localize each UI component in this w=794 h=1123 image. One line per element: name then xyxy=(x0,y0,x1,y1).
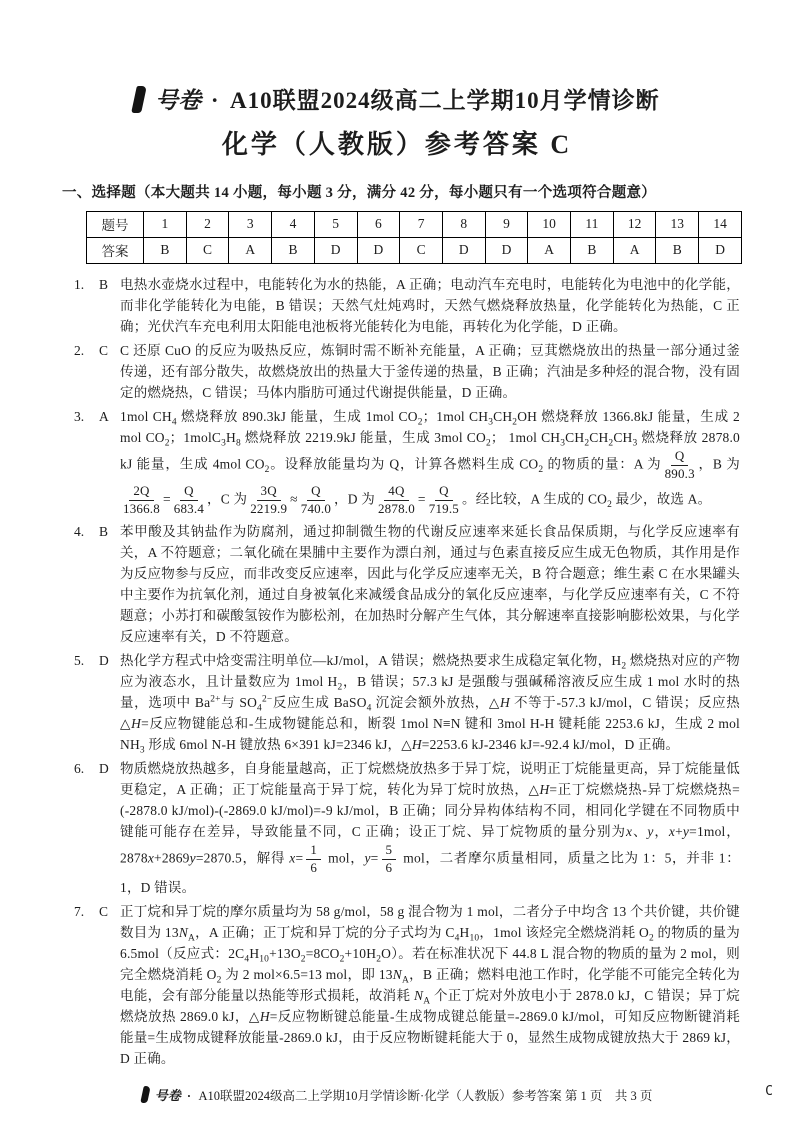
explanation-list xyxy=(74,274,740,1069)
explanation-item-7 xyxy=(74,901,740,1069)
answer-cell: B xyxy=(571,238,614,264)
question-number-cell: 7 xyxy=(400,212,443,238)
item-explanation-text: 正丁烷和异丁烷的摩尔质量均为 58 g/mol，58 g 混合物为 1 mol，二者分子中均含 13 个共价键，共价键数目为 $13N_A$，A 正确；正丁烷和异丁烷的分子式均为 $C_4H_{10}$，1mol 该烃完全燃烧消耗 $O_2$ 的物质的量为 6.5mol（反应式：$2C_4H_{10}+13O_2=8CO_2+10H_2O$）。若在标准状况下 44.8 L 混合物的物质的量为 2 mol，则完全燃烧消耗 $O_2$ 为 2 mol×6.5=13 mol，即 $13N_A$，B 正确；燃料电池工作时，化学能不可能完全转化为电能，会有部分能量以热能等形式损耗，故消耗 $N_A$ 个正丁烷对外放电小于 2878.0 kJ，C 错误；异丁烷燃烧放热 2869.0 kJ，△H=反应物断键总能量-生成物成键总能量=-2869.0 kJ/mol，可知反应物断键消耗能量=生成物成键释放能量-2869.0 kJ，由于反应物断键耗能大于 0，显然生成物成键放热大于 2869 kJ，D 正确。 xyxy=(120,903,741,1066)
answer-cell: C xyxy=(400,238,443,264)
answer-cell: B xyxy=(272,238,315,264)
answer-cell: A xyxy=(528,238,571,264)
question-number-cell: 9 xyxy=(485,212,528,238)
item-explanation-text: 电热水壶烧水过程中，电能转化为水的热能，A 正确；电动汽车充电时，电能转化为电池中的化学能，而非化学能转化为电能，B 错误；天然气灶炖鸡时，天然气燃烧释放热量，化学能转化为热能，C 正确；光伏汽车充电利用太阳能电池板将光能转化为电能，再转化为化学能，D 正确。 xyxy=(120,277,740,334)
answer-cell: D xyxy=(357,238,400,264)
question-number-cell: 13 xyxy=(656,212,699,238)
question-number-cell: 3 xyxy=(229,212,272,238)
question-number-cell: 10 xyxy=(528,212,571,238)
answer-cell: D xyxy=(442,238,485,264)
question-number-cell: 5 xyxy=(314,212,357,238)
doc-title-line1 xyxy=(0,82,794,115)
answer-cell: B xyxy=(656,238,699,264)
logo-text: 号卷 xyxy=(154,1087,181,1103)
item-number: 6. xyxy=(74,760,85,776)
brush-stroke-icon xyxy=(140,1086,151,1103)
item-explanation-text: 苯甲酸及其钠盐作为防腐剂，通过抑制微生物的代谢反应速率来延长食品保质期，与化学反应速率有关，A 不符题意；二氧化硫在果脯中主要作为漂白剂，通过与色素直接反应生成无色物质，其作用是作为反应物参与反应，而非改变反应速率，因此与化学反应速率无关，B 符合题意；维生素 C 在水果罐头中主要作为抗氧化剂，通过自身被氧化来减缓食品成分的氧化反应速率，与化学反应速率有关，C 不符题意；小苏打和碳酸氢铵作为膨松剂，在加热时分解产生气体，其分解速率直接影响膨松效果，与化学反应速率有关，D 不符题意。 xyxy=(120,523,740,644)
row-label-answer: 答案 xyxy=(87,238,144,264)
question-number-cell: 14 xyxy=(699,212,742,238)
item-answer-letter: A xyxy=(99,409,109,424)
answer-cell: D xyxy=(485,238,528,264)
answer-cell: D xyxy=(699,238,742,264)
item-explanation-text: C 还原 CuO 的反应为吸热反应，炼铜时需不断补充能量，A 正确；豆萁燃烧放出的热量一部分通过釜传递，还有部分散失，故燃烧放出的热量大于釜传递的热量，B 正确；汽油是多种烃的混合物，没有固定的燃烧热，C 错误；马体内脂肪可通过代谢提供能量，D 正确。 xyxy=(120,343,740,400)
item-number: 7. xyxy=(74,903,85,919)
yihaojuan-logo xyxy=(134,82,222,115)
question-number-cell: 8 xyxy=(442,212,485,238)
item-answer-letter: D xyxy=(99,652,109,668)
explanation-item-2 xyxy=(74,340,740,403)
corner-page-letter: C xyxy=(765,1084,773,1099)
item-number: 3. xyxy=(74,409,85,424)
question-number-cell: 1 xyxy=(144,212,187,238)
explanation-item-1 xyxy=(74,274,740,337)
footer-text: A10联盟2024级高二上学期10月学情诊断·化学（人教版）参考答案 第 1 页 共 3 页 xyxy=(198,1088,653,1103)
answer-table xyxy=(86,211,742,264)
section-heading-multiple-choice: 一、选择题（本大题共 14 小题，每小题 3 分，满分 42 分，每小题只有一个选项符合题意） xyxy=(62,185,657,201)
item-answer-letter: B xyxy=(99,277,109,292)
title-block xyxy=(0,0,794,161)
question-number-cell: 6 xyxy=(357,212,400,238)
title-line1-text: A10联盟2024级高二上学期10月学情诊断 xyxy=(230,88,660,113)
answer-cell: A xyxy=(229,238,272,264)
question-number-row xyxy=(87,212,742,238)
yihaojuan-logo-footer xyxy=(142,1085,194,1104)
answer-cell: C xyxy=(186,238,229,264)
answer-cell: A xyxy=(613,238,656,264)
explanation-item-6 xyxy=(74,758,740,898)
answer-letter-row xyxy=(87,238,742,264)
page-footer xyxy=(0,1085,794,1104)
item-explanation-text: 1mol $CH_4$ 燃烧释放 890.3kJ 能量，生成 1mol $CO_2$；1mol $CH_3CH_2OH$ 燃烧释放 1366.8kJ 能量，生成 2 mol $CO_2$；$1molC_3H_8$ 燃烧释放 2219.9kJ 能量，生成 3mol $CO_2$； 1mol $CH_3CH_2CH_2CH_3$ 燃烧释放 2878.0 kJ 能量，生成 4mol $CO_2$。设释放能量均为 Q，计算各燃料生成 $CO_2$ 的物质的量：A 为 $\frac{Q}{890.3}$ ，B 为 $\frac{2Q}{1366.8}$ = $\frac{Q}{683.4}$ ，C 为 $\frac{3Q}{2219.9}$ ≈ $\frac{Q}{740.0}$ ，D 为 $\frac{4Q}{2878.0}$ = $\frac{Q}{719.5}$ 。经比较，A 生成的 $CO_2$ 最少，故选 A。 xyxy=(120,409,740,516)
question-number-cell: 4 xyxy=(272,212,315,238)
brush-stroke-icon xyxy=(131,86,147,113)
item-answer-letter: C xyxy=(99,903,109,919)
item-number: 5. xyxy=(74,652,85,668)
logo-separator-dot: · xyxy=(210,88,220,113)
item-number: 1. xyxy=(74,277,85,292)
item-explanation-text: 热化学方程式中焓变需注明单位—kJ/mol，A 错误；燃烧热要求生成稳定氧化物，$H_2$ 燃烧热对应的产物应为液态水，且计量数应为 1mol $H_2$，B 错误；57.3 kJ 是强酸与强碱稀溶液反应生成 1 mol 水时的热量，选项中 $Ba^{2+}$与 $SO_4^{2-}$反应生成 BaSO$_4$ 沉淀会额外放热，△H 不等于-57.3 kJ/mol，C 错误；反应热△H=反应物键能总和-生成物键能总和，断裂 1mol N≡N 键和 3mol H-H 键耗能 2253.6 kJ，生成 2 mol $NH_3$ 形成 6mol N-H 键放热 6×391 kJ=2346 kJ，△H=2253.6 kJ-2346 kJ=-92.4 kJ/mol，D 正确。 xyxy=(120,652,740,756)
answer-cell: D xyxy=(314,238,357,264)
explanation-item-5 xyxy=(74,650,740,755)
answer-cell: B xyxy=(144,238,187,264)
row-label-question-number: 题号 xyxy=(87,212,144,238)
item-answer-letter: D xyxy=(99,760,109,776)
logo-text: 号卷 xyxy=(155,88,202,113)
item-answer-letter: C xyxy=(99,343,109,358)
item-explanation-text: 物质燃烧放热越多，自身能量越高，正丁烷燃烧放热多于异丁烷，说明正丁烷能量更高，异丁烷能量低更稳定，A 正确；正丁烷能量高于异丁烷，转化为异丁烷时放热，△H=正丁烷燃烧热-异丁烷燃烧热=(-2878.0 kJ/mol)-(-2869.0 kJ/mol)=-9 kJ/mol，B 正确；同分异构体结构不同，相同化学键在不同物质中键能可能存在差异，导致能量不同，C 正确；设正丁烷、异丁烷物质的量分别为x、y，x+y=1mol，2878x+2869y=2870.5，解得 x= $\frac{1}{6}$ mol，y= $\frac{5}{6}$ mol，二者摩尔质量相同，质量之比为 1：5，并非 1：1，D 错误。 xyxy=(120,760,740,895)
question-number-cell: 12 xyxy=(613,212,656,238)
item-answer-letter: B xyxy=(99,523,109,539)
item-number: 4. xyxy=(74,523,85,539)
item-number: 2. xyxy=(74,343,85,358)
question-number-cell: 11 xyxy=(571,212,614,238)
question-number-cell: 2 xyxy=(186,212,229,238)
explanation-item-3 xyxy=(74,406,740,518)
logo-separator-dot: · xyxy=(186,1088,192,1103)
explanation-item-4 xyxy=(74,521,740,647)
doc-title-line2: 化学（人教版）参考答案 C xyxy=(221,130,573,159)
